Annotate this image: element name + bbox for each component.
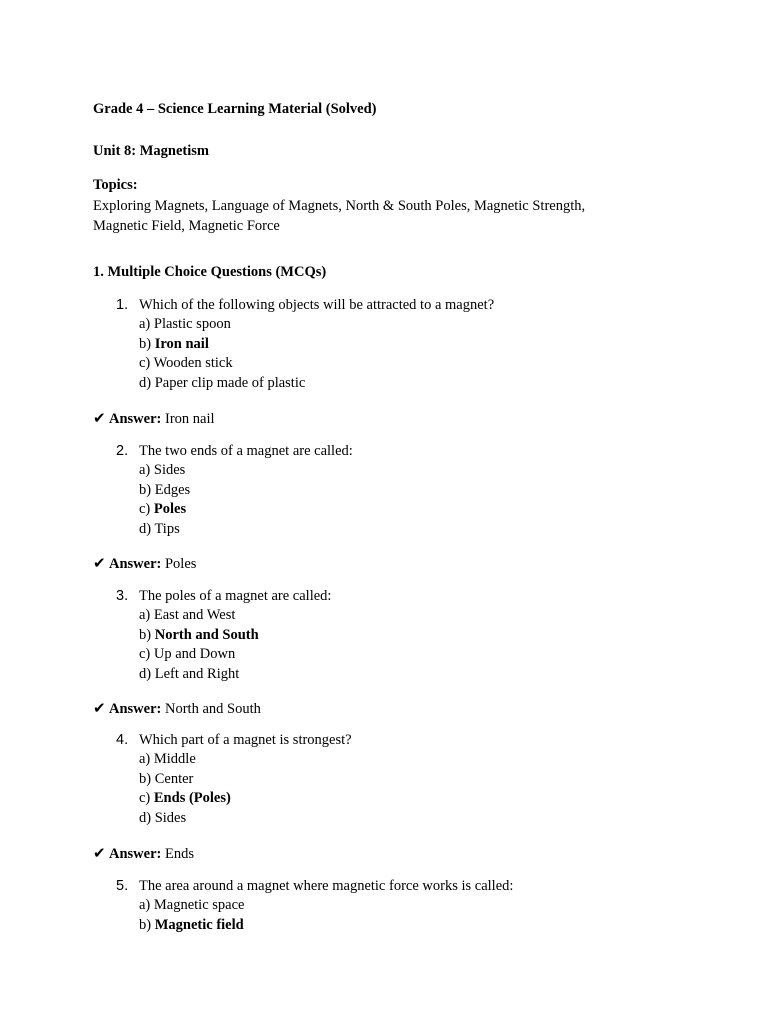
answer-label: Answer: xyxy=(109,411,165,427)
question-number: 2. xyxy=(116,443,129,459)
answer-text: North and South xyxy=(164,701,261,717)
option-letter: b) xyxy=(139,481,155,498)
answer-line xyxy=(93,554,196,573)
correct-option-text: Iron nail xyxy=(154,335,209,352)
option-letter: d) xyxy=(139,374,155,391)
answer-label: Answer: xyxy=(109,556,165,572)
option-letter: c) xyxy=(139,646,154,663)
option-letter: a) xyxy=(139,751,154,768)
answer-option xyxy=(139,375,305,392)
option-letter: b) xyxy=(139,335,155,352)
topics-line: Exploring Magnets, Language of Magnets, North & South Poles, Magnetic Strength, xyxy=(93,198,586,214)
option-text: Sides xyxy=(153,462,186,479)
option-text: Center xyxy=(154,770,194,787)
answer-option xyxy=(139,917,244,934)
answer-line xyxy=(93,409,215,428)
option-letter: c) xyxy=(139,790,154,807)
answer-label: Answer: xyxy=(109,701,165,717)
answer-option xyxy=(139,771,193,788)
question-number: 5. xyxy=(116,878,129,894)
option-text: Magnetic space xyxy=(153,897,245,914)
option-letter: b) xyxy=(139,916,155,933)
option-text: Middle xyxy=(153,751,196,768)
correct-option-text: Magnetic field xyxy=(154,916,244,933)
question-text: The area around a magnet where magnetic force works is called: xyxy=(139,878,514,894)
topics-label: Topics: xyxy=(93,177,138,193)
answer-option xyxy=(139,607,235,624)
answer-option xyxy=(139,790,231,807)
option-text: Wooden stick xyxy=(153,355,233,372)
answer-option xyxy=(139,462,185,479)
checkmark-icon: ✔ xyxy=(93,409,106,427)
answer-option xyxy=(139,810,186,827)
option-text: Edges xyxy=(154,481,191,498)
answer-option xyxy=(139,482,190,499)
answer-option xyxy=(139,646,235,663)
question-number: 3. xyxy=(116,588,129,604)
checkmark-icon: ✔ xyxy=(93,844,106,862)
answer-text: Ends xyxy=(164,846,194,862)
question-number: 1. xyxy=(116,297,129,313)
document-title: Grade 4 – Science Learning Material (Solved) xyxy=(93,101,377,117)
answer-option xyxy=(139,336,209,353)
answer-line xyxy=(93,699,261,718)
option-text: Left and Right xyxy=(154,665,240,682)
question-text: The two ends of a magnet are called: xyxy=(139,443,353,459)
option-letter: a) xyxy=(139,462,154,479)
answer-option xyxy=(139,501,186,518)
option-text: Up and Down xyxy=(153,646,236,663)
option-text: Tips xyxy=(154,520,180,537)
option-letter: a) xyxy=(139,607,154,624)
option-letter: d) xyxy=(139,520,155,537)
section-heading: 1. Multiple Choice Questions (MCQs) xyxy=(93,264,327,280)
answer-line xyxy=(93,844,194,863)
option-letter: a) xyxy=(139,897,154,914)
correct-option-text: Ends (Poles) xyxy=(153,790,231,807)
unit-heading: Unit 8: Magnetism xyxy=(93,143,209,159)
answer-text: Iron nail xyxy=(164,411,215,427)
question-text: Which of the following objects will be attracted to a magnet? xyxy=(139,297,495,313)
answer-option xyxy=(139,521,180,538)
question-text: The poles of a magnet are called: xyxy=(139,588,332,604)
option-text: Sides xyxy=(154,809,187,826)
correct-option-text: North and South xyxy=(154,626,259,643)
answer-option xyxy=(139,897,244,914)
option-letter: d) xyxy=(139,665,155,682)
answer-option xyxy=(139,316,231,333)
question-number: 4. xyxy=(116,732,129,748)
option-text: East and West xyxy=(153,607,236,624)
question-text: Which part of a magnet is strongest? xyxy=(139,732,352,748)
answer-option xyxy=(139,666,239,683)
option-letter: b) xyxy=(139,770,155,787)
option-letter: c) xyxy=(139,501,154,518)
answer-option xyxy=(139,751,196,768)
option-letter: a) xyxy=(139,316,154,333)
answer-option xyxy=(139,355,233,372)
topics-line: Magnetic Field, Magnetic Force xyxy=(93,218,280,234)
option-text: Paper clip made of plastic xyxy=(154,374,306,391)
topics-list xyxy=(93,196,653,236)
answer-text: Poles xyxy=(164,556,197,572)
checkmark-icon: ✔ xyxy=(93,699,106,717)
option-letter: d) xyxy=(139,809,155,826)
option-text: Plastic spoon xyxy=(153,316,231,333)
answer-option xyxy=(139,627,259,644)
checkmark-icon: ✔ xyxy=(93,554,106,572)
answer-label: Answer: xyxy=(109,846,165,862)
option-letter: c) xyxy=(139,355,154,372)
correct-option-text: Poles xyxy=(153,501,187,518)
option-letter: b) xyxy=(139,626,155,643)
